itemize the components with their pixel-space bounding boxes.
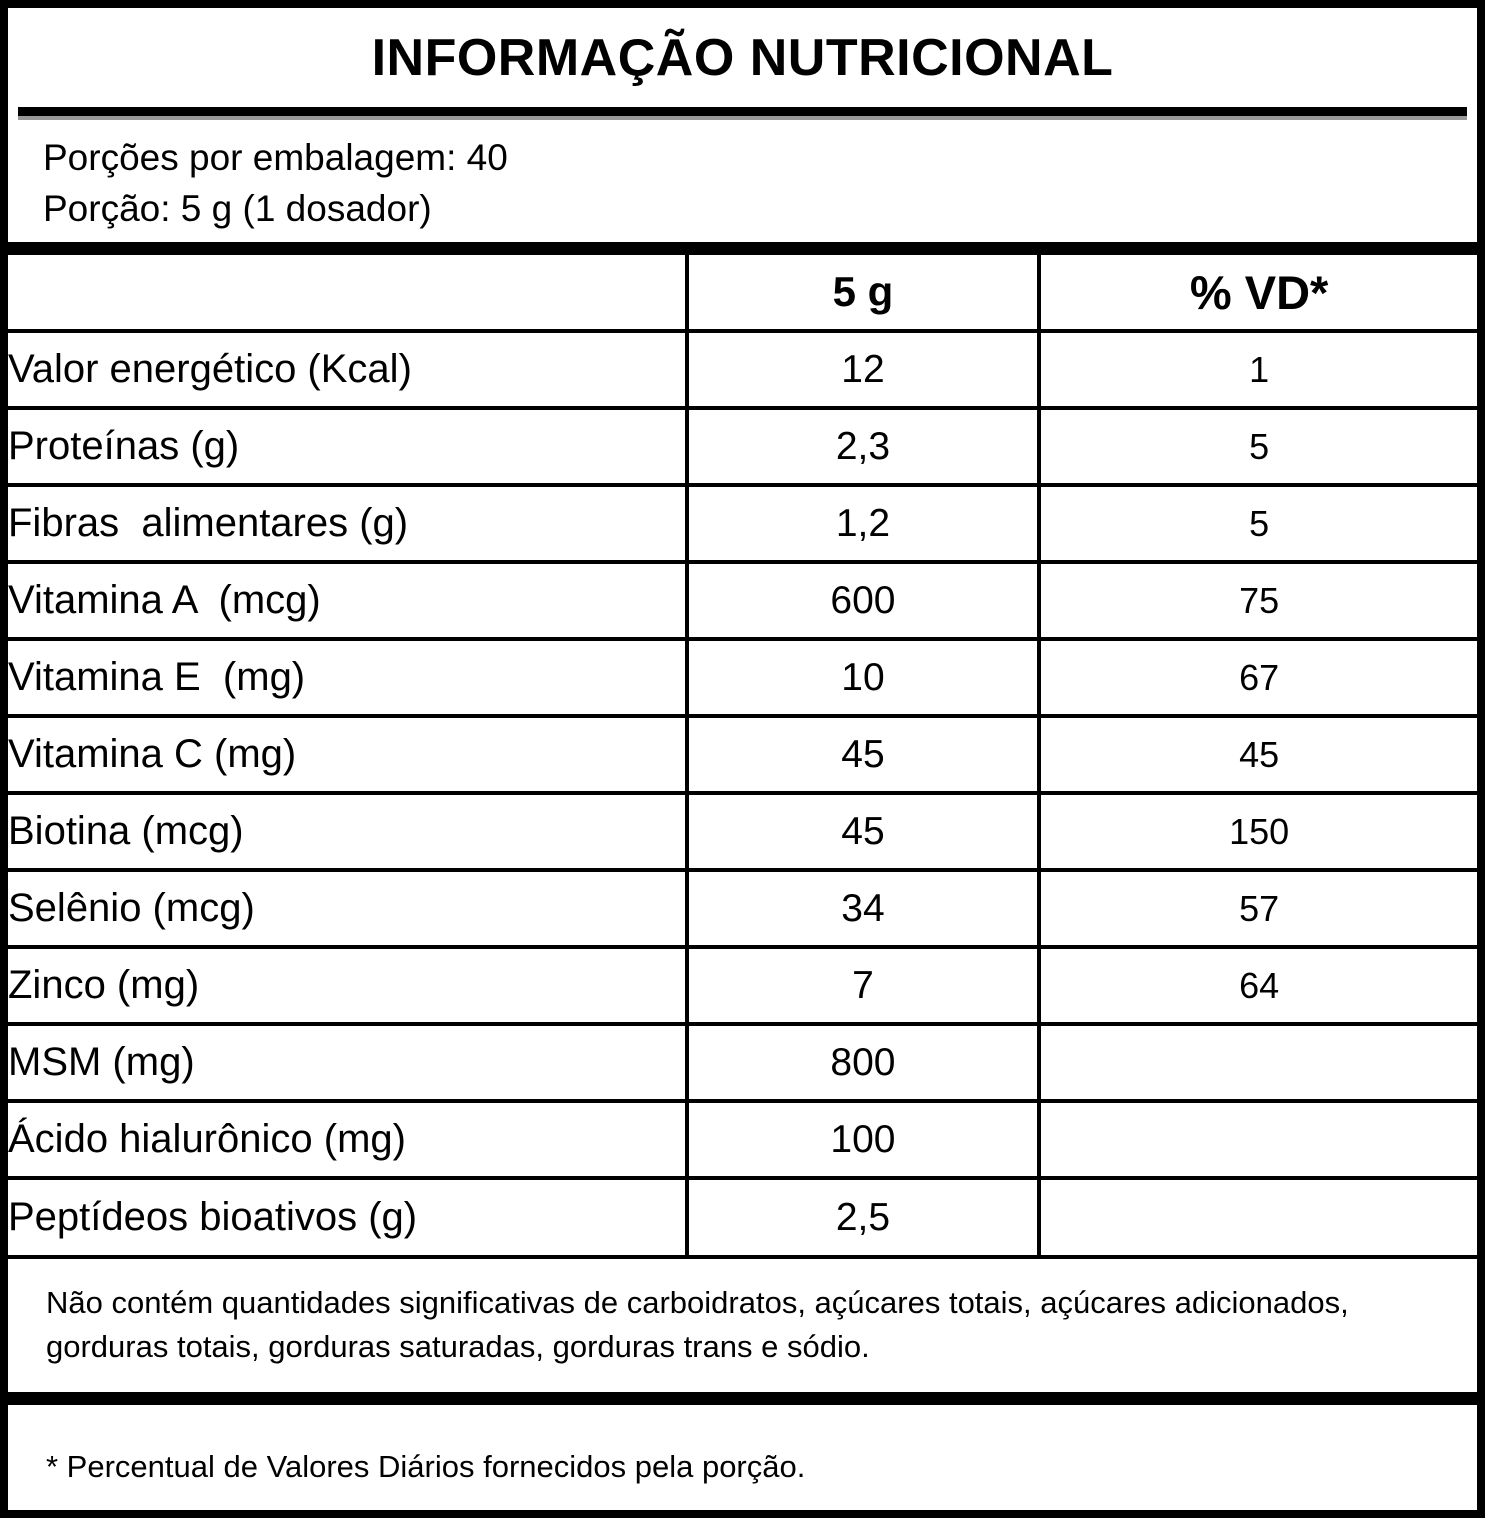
table-row: [8, 1101, 1477, 1178]
table-row: [8, 408, 1477, 485]
table-row: [8, 639, 1477, 716]
dv-value: [1039, 1024, 1477, 1101]
panel-header: [8, 8, 1477, 107]
title-divider: [18, 107, 1467, 116]
dv-value: [1039, 1178, 1477, 1255]
dv-value: 150: [1039, 793, 1477, 870]
table-row: [8, 793, 1477, 870]
nutrient-label: Vitamina E (mg): [8, 639, 687, 716]
footnote-divider: [8, 1392, 1477, 1405]
amount-value: 12: [687, 331, 1040, 408]
servings-per-package: Porções por embalagem: 40: [43, 137, 508, 178]
nutrient-label: Zinco (mg): [8, 947, 687, 1024]
nutrient-label: Peptídeos bioativos (g): [8, 1178, 687, 1255]
table-header-row: [8, 255, 1477, 331]
dv-value: 57: [1039, 870, 1477, 947]
amount-value: 600: [687, 562, 1040, 639]
dv-value: 5: [1039, 485, 1477, 562]
daily-values-footnote: * Percentual de Valores Diários fornecidos pela porção.: [46, 1449, 806, 1484]
amount-value: 45: [687, 793, 1040, 870]
table-top-divider: [8, 242, 1477, 255]
no-significant-amounts-note: Não contém quantidades significativas de carboidratos, açúcares totais, açúcares adicionados, gorduras totais, gorduras saturadas, gorduras trans e sódio.: [8, 1255, 1477, 1392]
amount-value: 7: [687, 947, 1040, 1024]
dv-value: 64: [1039, 947, 1477, 1024]
amount-value: 45: [687, 716, 1040, 793]
nutrient-label: Biotina (mcg): [8, 793, 687, 870]
table-row: [8, 485, 1477, 562]
table-row: [8, 716, 1477, 793]
amount-value: 100: [687, 1101, 1040, 1178]
nutrient-label: Vitamina C (mg): [8, 716, 687, 793]
nutrient-label: MSM (mg): [8, 1024, 687, 1101]
nutrient-label: Selênio (mcg): [8, 870, 687, 947]
nutrient-label: Fibras alimentares (g): [8, 485, 687, 562]
table-row: [8, 562, 1477, 639]
table-row: [8, 331, 1477, 408]
nutrition-table: [8, 255, 1477, 1255]
amount-value: 1,2: [687, 485, 1040, 562]
nutrient-label: Valor energético (Kcal): [8, 331, 687, 408]
amount-value: 34: [687, 870, 1040, 947]
column-header-amount: 5 g: [687, 255, 1040, 331]
serving-size: Porção: 5 g (1 dosador): [43, 188, 432, 230]
dv-value: 75: [1039, 562, 1477, 639]
dv-value: 5: [1039, 408, 1477, 485]
dv-value: 67: [1039, 639, 1477, 716]
dv-value: [1039, 1101, 1477, 1178]
serving-info: [8, 116, 1477, 242]
table-row: [8, 870, 1477, 947]
table-row: [8, 1178, 1477, 1255]
amount-value: 10: [687, 639, 1040, 716]
dv-value: 45: [1039, 716, 1477, 793]
amount-value: 800: [687, 1024, 1040, 1101]
table-row: [8, 1024, 1477, 1101]
amount-value: 2,3: [687, 408, 1040, 485]
nutrient-label: Ácido hialurônico (mg): [8, 1101, 687, 1178]
panel-title: INFORMAÇÃO NUTRICIONAL: [371, 28, 1114, 87]
amount-value: 2,5: [687, 1178, 1040, 1255]
nutrient-label: Vitamina A (mcg): [8, 562, 687, 639]
column-header-dv: % VD*: [1039, 255, 1477, 331]
nutrient-label: Proteínas (g): [8, 408, 687, 485]
table-row: [8, 947, 1477, 1024]
dv-value: 1: [1039, 331, 1477, 408]
header-empty-cell: [8, 255, 687, 331]
